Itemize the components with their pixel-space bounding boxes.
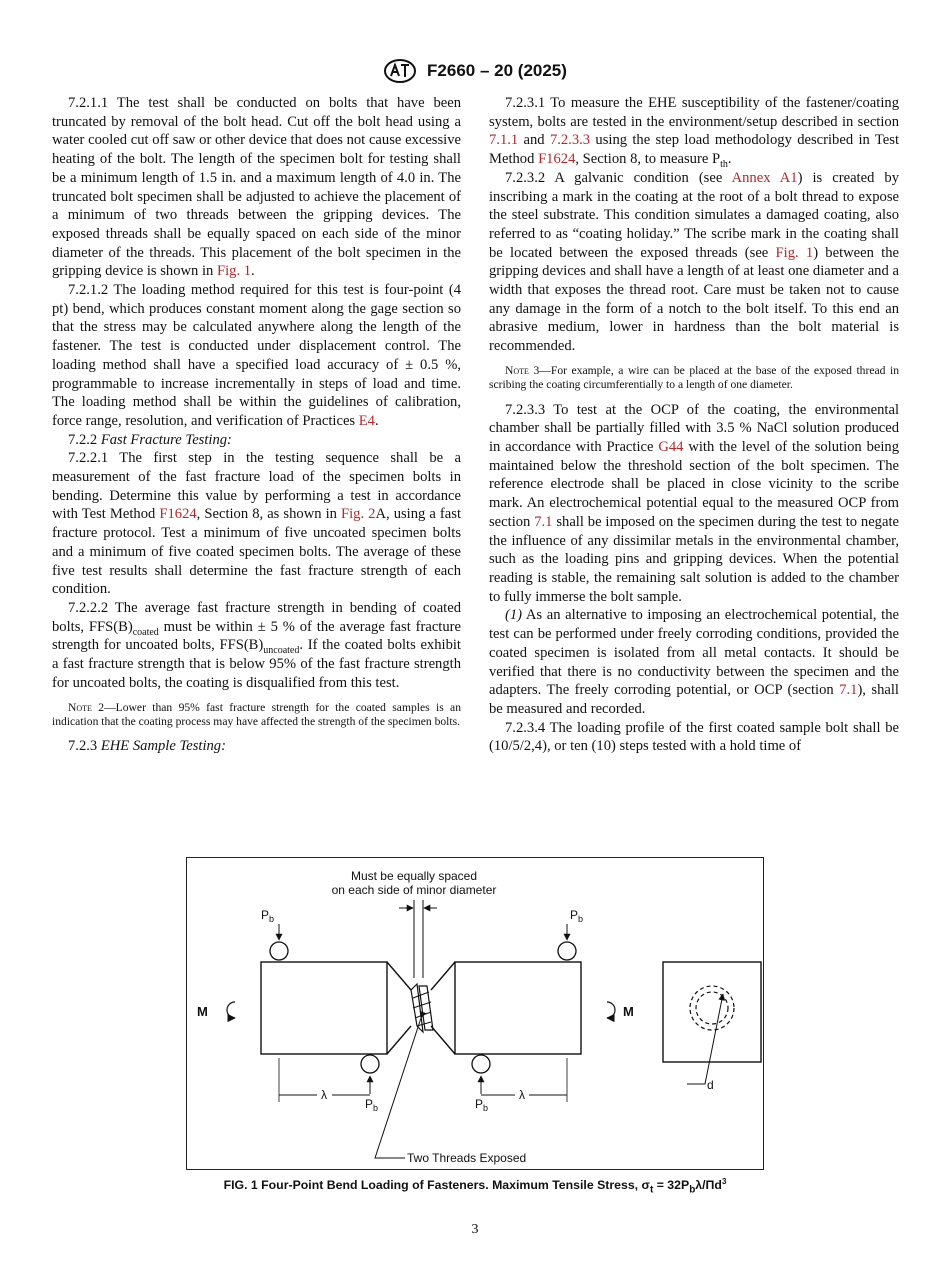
link-7-1-1[interactable]: 7.1.1 — [489, 132, 519, 149]
svg-text:Pb: $P_b$ — [570, 908, 584, 924]
right-column — [489, 94, 899, 756]
paragraph-7-2-1-1: 7.2.1.1 The test shall be conducted on bolts that have been truncated by removal of the bolt head. Cut off the bolt head using a water cooled cut off saw or other device that does not cause excessive heating of the bolt. The length of the specimen bolt for testing shall be a minimum length of 1.5 in. and a maximum length of 4.0 in. The truncated bolt specimen shall be adjusted to achieve the placement of a minimum of two threads between the gripping devices. The exposed threads shall be equally spaced on each side of the minor diameter of the threads. This placement of the bolt specimen in the gripping device is shown in Fig. 1. — [52, 95, 462, 280]
standard-code: F2660 – 20 (2025) — [427, 61, 567, 80]
load-pin-top-right — [558, 942, 576, 960]
note-2: Note 2—Lower than 95% fast fracture strength for the coated samples is an indication that the coating process may have affected the strength of the specimen bolts. — [52, 700, 461, 728]
figure-four-point-bend — [186, 857, 764, 1170]
paragraph-7-2-1-2: 7.2.1.2 The loading method required for this test is four-point (4 pt) bend, which produces constant moment along the gage section so that the stress may be calculated anywhere along the length of the fastener. The test is conducted under displacement control. The loading method shall have a specified load accuracy of ± 0.5 %, programmable to increase incrementally in steps of load and time. The loading method shall be within the guidelines of calibration, force range, resolution, and verification of Practices E4. — [52, 282, 461, 429]
section-7-2-2-heading: 7.2.2 Fast Fracture Testing: — [68, 431, 232, 448]
label-minor-diameter: on each side of minor diameter — [331, 883, 497, 897]
exposed-threads — [411, 984, 433, 1032]
link-7-1-b[interactable]: 7.1 — [839, 682, 858, 699]
paragraph-7-2-2-2: 7.2.2.2 The average fast fracture strength in bending of coated bolts, $FFS(B)_{coated}$ must be within ± 5 % of the average fast fracture strength for uncoated bolts, $FFS(B)_{uncoated}$. If the coated bolts exhibit a fast fracture strength that is below 95% of the fast fracture strength for uncoated bolts, the coating is disqualified from this test. — [52, 599, 462, 691]
left-column — [52, 94, 461, 756]
paragraph-7-2-2-1: 7.2.2.1 The first step in the testing sequence shall be a measurement of the fast fracture load of the specimen bolts in bending. Determine this value by performing a test in accordance with Test Method F1624, Section 8, as shown in Fig. 2A, using a fast fracture protocol. Test a minimum of five uncoated specimen bolts and a minimum of five coated specimen bolts. The average of these five test results shall determine the fast fracture strength of each condition. — [52, 450, 461, 598]
load-pin-bottom-left — [361, 1055, 379, 1073]
page-number: 3 — [471, 1222, 479, 1237]
link-f1624[interactable]: F1624 — [159, 506, 197, 523]
load-pin-top-left — [270, 942, 288, 960]
moment-label-left: M — [197, 1004, 208, 1019]
link-fig-2[interactable]: Fig. 2 — [341, 506, 376, 523]
link-e4[interactable]: E4 — [358, 412, 375, 429]
svg-text:Pb: $P_b$ — [365, 1097, 379, 1113]
svg-text:Pb: $P_b$ — [475, 1097, 489, 1113]
paragraph-alt-1: (1) As an alternative to imposing an electrochemical potential, the test can be performed under freely corroding conditions, provided the coated specimen is isolated from all metal contacts. It should be verified that there is no conductivity between the specimen and the adapters. The freely corroding potential, or OCP (section 7.1), shall be measured and recorded. — [489, 607, 899, 717]
right-grip-block — [455, 962, 581, 1054]
moment-label-right: M — [623, 1004, 634, 1019]
paragraph-7-2-3-4: 7.2.3.4 The loading profile of the first coated sample bolt shall be (10/5/2,4), or ten (10) steps tested with a hold time of — [489, 719, 899, 755]
bend-diagram — [187, 858, 765, 1171]
label-diameter: d — [707, 1078, 714, 1092]
link-f1624-right[interactable]: F1624 — [538, 151, 576, 168]
astm-logo-icon — [383, 58, 417, 84]
link-fig-1[interactable]: Fig. 1 — [216, 263, 252, 280]
paragraph-7-2-3-1: 7.2.3.1 To measure the EHE susceptibility of the fastener/coating system, bolts are tested in the environment/setup described in section 7.1.1 and 7.2.3.3 using the step load methodology described in Test Method F1624, Section 8, to measure $P_{th}$. — [489, 95, 899, 171]
paragraph-7-2-3-2: 7.2.3.2 A galvanic condition (see Annex A1) is created by inscribing a mark in the coating at the root of a bolt thread to expose the steel substrate. This condition simulates a damaged coating, also referred to as “coating holiday.” The scribe mark in the coating shall be located between the exposed threads (see Fig. 1) between the gripping devices and shall have a length of at least one diameter and a width that exposes the thread root. Care must be taken not to cause any damage in the form of a notch to the bolt itself. To this end an abrasive medium, lower in hardness than the bolt material is recommended. — [489, 169, 900, 355]
link-annex-a1[interactable]: Annex A1 — [731, 169, 798, 186]
link-7-2-3-3[interactable]: 7.2.3.3 — [549, 132, 591, 149]
link-7-1[interactable]: 7.1 — [534, 513, 553, 530]
label-two-threads: Two Threads Exposed — [407, 1151, 527, 1165]
svg-text:λ: λ — [519, 1088, 525, 1102]
link-g44[interactable]: G44 — [658, 439, 684, 456]
note-3: Note 3—For example, a wire can be placed at the base of the exposed thread in scribing the coating circumferentially to a length of one diameter. — [489, 363, 900, 392]
svg-text:λ: λ — [321, 1088, 327, 1102]
left-grip-block — [261, 962, 387, 1054]
svg-text:Pb: $P_b$ — [261, 908, 275, 924]
paragraph-7-2-3-3: 7.2.3.3 To test at the OCP of the coating, the environmental chamber shall be partially filled with 3.5 % NaCl solution produced in accordance with Practice G44 with the level of the solution being maintained below the threshold section of the bolt specimen. The reference electrode shall be placed in close vicinity to the scribe mark. An electrochemical potential equal to the measured OCP from section 7.1 shall be imposed on the specimen during the test to negate the influence of any dissimilar metals in the environmental chamber, such as the loading pins and gripping devices. When the potential reading is stable, the remaining salt solution is added to the chamber to fully immerse the bolt sample. — [489, 401, 900, 605]
section-7-2-3-heading: 7.2.3 EHE Sample Testing: — [68, 738, 226, 755]
label-equally-spaced: Must be equally spaced — [350, 869, 478, 883]
link-fig-1-right[interactable]: Fig. 1 — [775, 244, 814, 261]
load-pin-bottom-right — [472, 1055, 490, 1073]
page-header — [0, 58, 950, 84]
figure-caption: FIG. 1 Four-Point Bend Loading of Fasteners. Maximum Tensile Stress, $\sigma_t = 32P_b\lambda/\Pi d^3$ — [223, 1177, 727, 1196]
